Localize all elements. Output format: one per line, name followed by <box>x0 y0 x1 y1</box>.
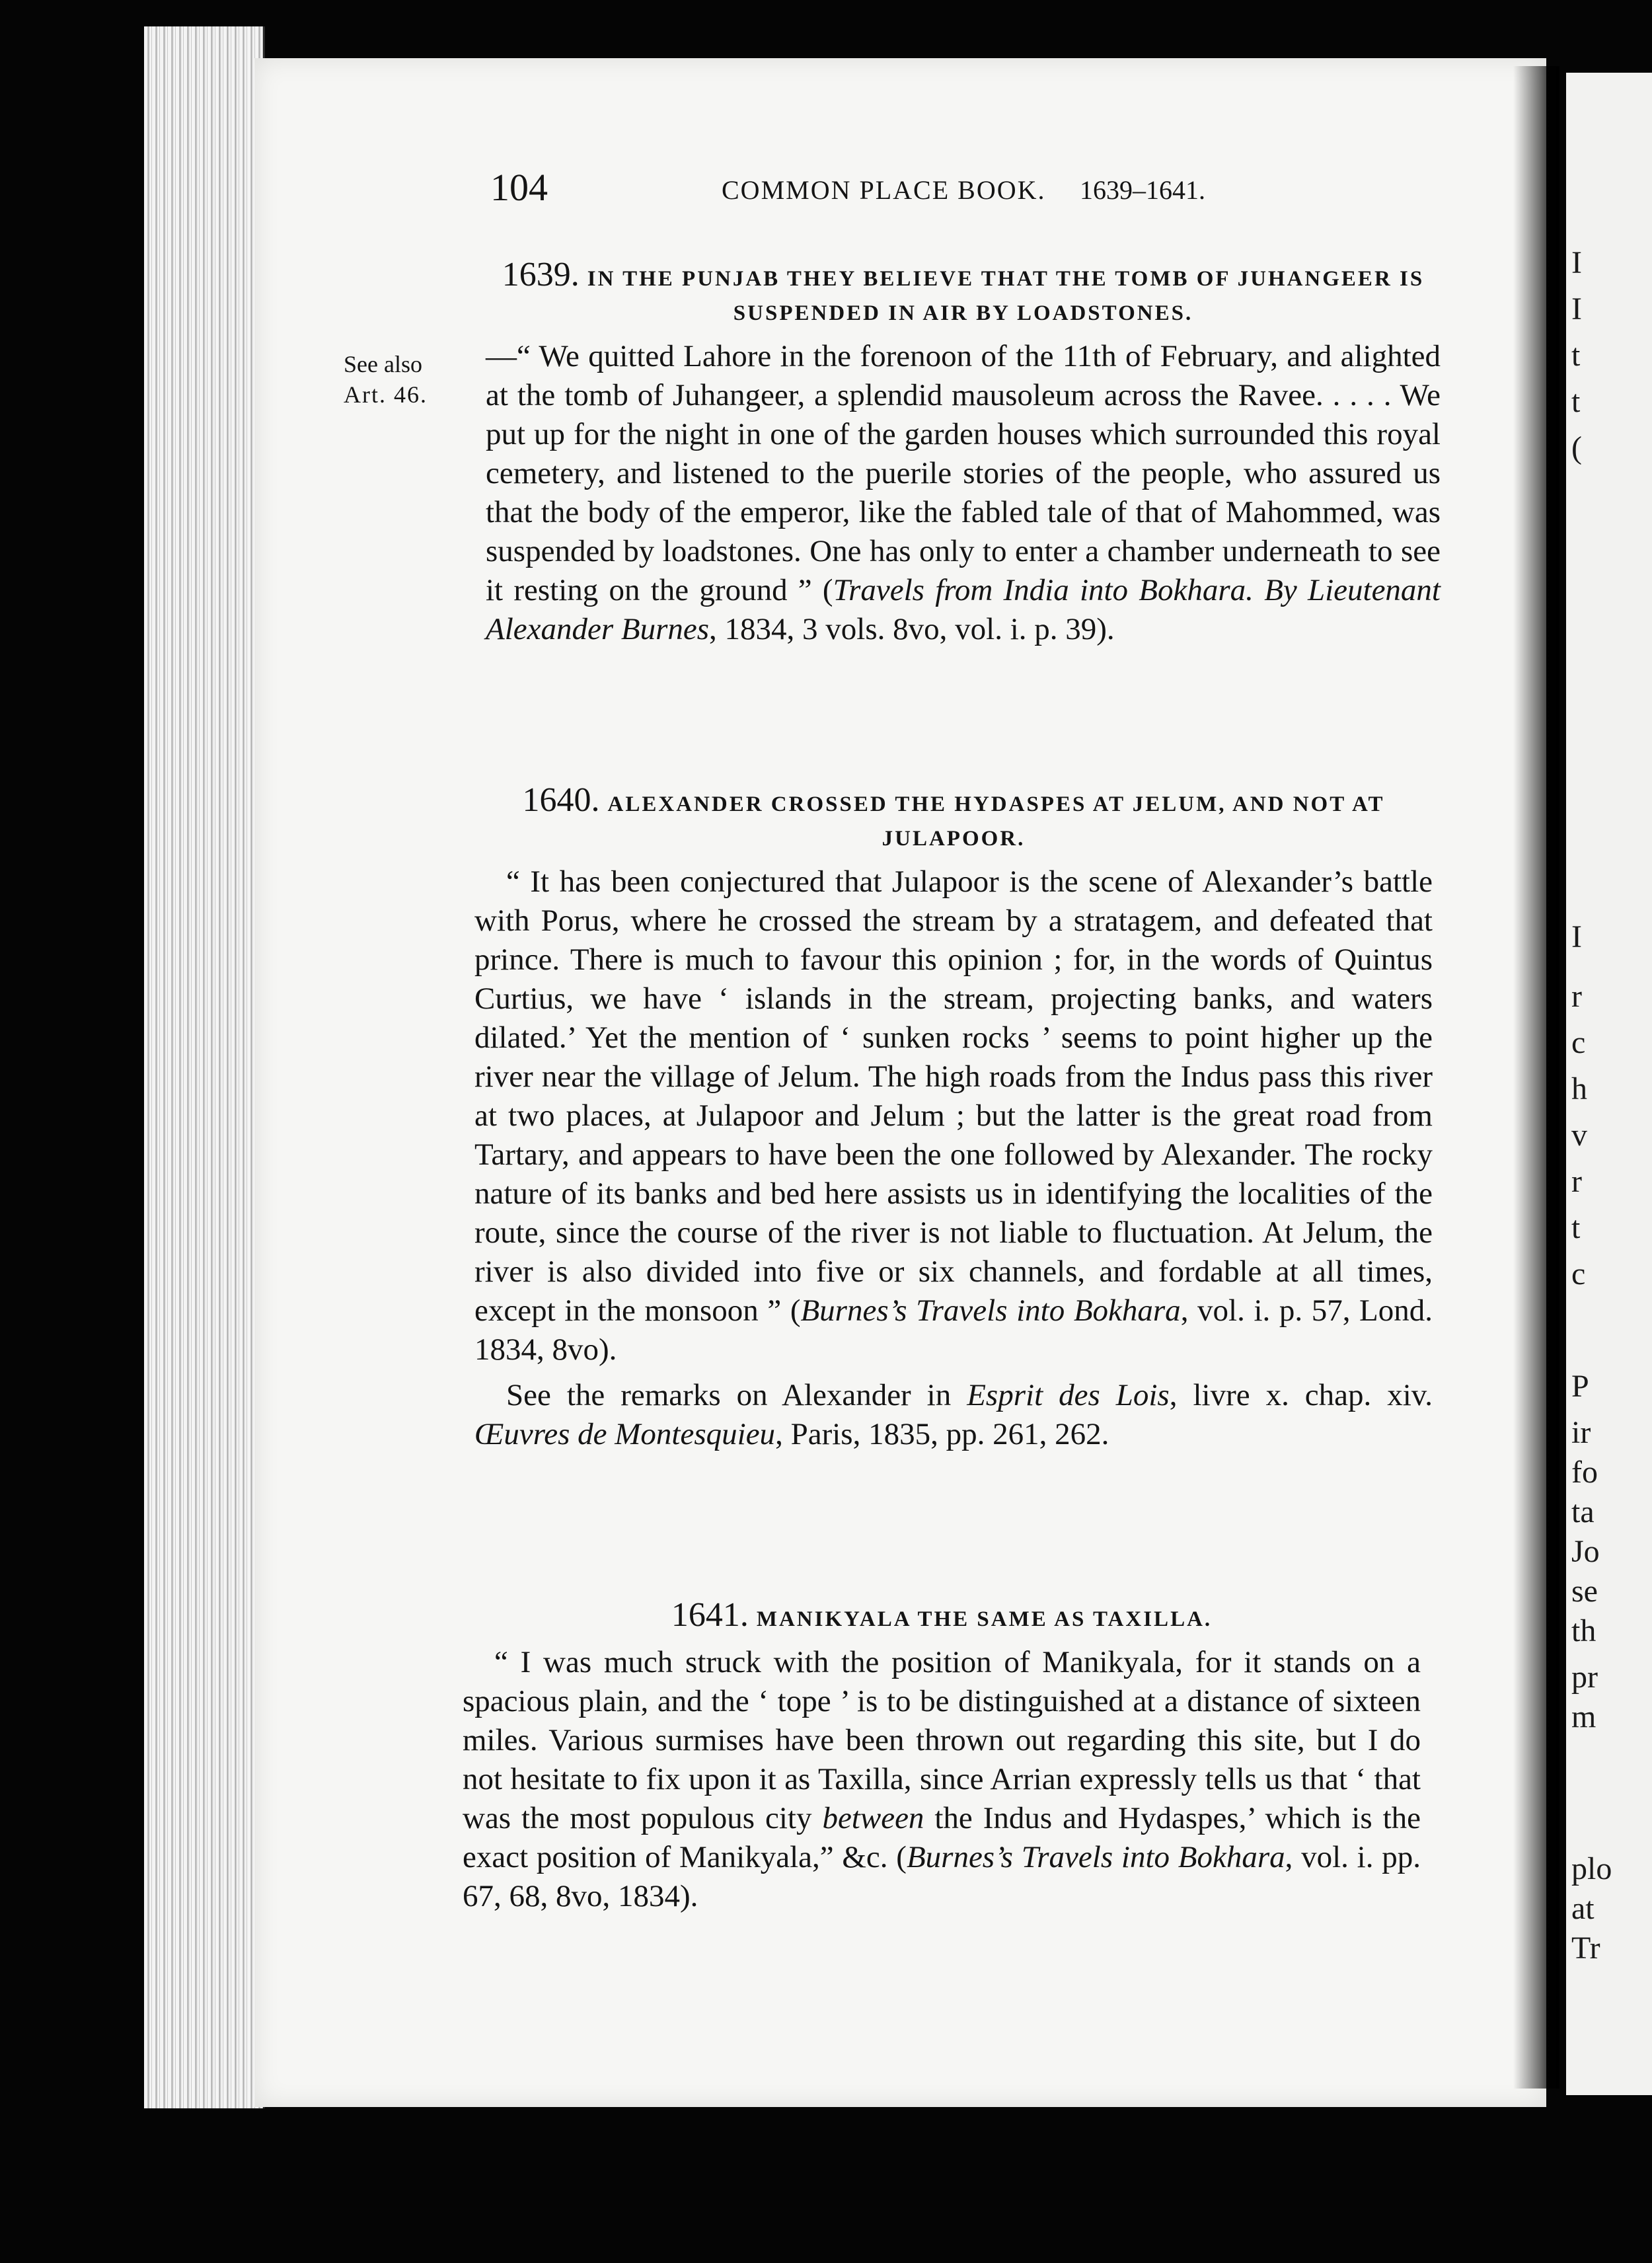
text-run: , 1834, 3 vols. 8vo, vol. i. p. 39). <box>709 612 1115 646</box>
facing-page-fragment: P <box>1571 1369 1589 1404</box>
running-head-title: COMMON PLACE BOOK. <box>722 175 1046 205</box>
entry-1640 <box>474 783 1433 1454</box>
margin-note <box>344 349 449 410</box>
entry-paragraph <box>474 863 1433 1369</box>
text-run-italic: between <box>822 1801 924 1835</box>
facing-page-fragment: t <box>1571 1210 1581 1245</box>
facing-page-fragment: t <box>1571 384 1581 419</box>
gutter-shadow <box>1513 66 1559 2089</box>
margin-note-line: See also <box>344 351 422 377</box>
entry-number: 1639. <box>502 256 580 293</box>
entry-number: 1640. <box>522 781 600 819</box>
facing-page-fragment: ( <box>1571 430 1582 465</box>
margin-note-line: Art. 46. <box>344 381 428 408</box>
entry-heading-text: ALEXANDER CROSSED THE HYDASPES AT JELUM, AND NOT AT JULAPOOR. <box>607 792 1385 851</box>
text-run: , Paris, 1835, pp. 261, 262. <box>775 1417 1109 1451</box>
page-number: 104 <box>490 166 548 209</box>
entry-1641 <box>463 1598 1421 1916</box>
text-run: “ It has been conjectured that Julapoor is the scene of Alexander’s battle with Porus, where he crossed the stream by a stratagem, and defeated that prince. There is much to favour this opinion ; for, in the words of Quintus Curtius, we have ‘ islands in the stream, projecting banks, and waters dilated.’ Yet the mention of ‘ sunken rocks ’ seems to point higher up the river near the village of Jelum. The high roads from the Indus pass this river at two places, at Julapoor and Jelum ; but the latter is the great road from Tartary, and appears to have been the one followed by Alexander. The rocky nature of its banks and bed here assists us in identifying the localities of the route, since the course of the river is not liable to fluctuation. At Jelum, the river is also divided into five or six channels, and fordable at all times, except in the monsoon ” ( <box>474 864 1433 1328</box>
facing-page-fragment: at <box>1571 1891 1595 1926</box>
facing-page-fragment: pr <box>1571 1660 1598 1695</box>
facing-page-fragment: I <box>1571 245 1582 280</box>
facing-page-fragment: plo <box>1571 1851 1612 1886</box>
text-run-italic: Œuvres de Montesquieu <box>474 1417 776 1451</box>
facing-page-fragment: c <box>1571 1025 1586 1060</box>
entry-paragraph <box>474 1376 1433 1454</box>
text-run: See the remarks on Alexander in <box>506 1378 967 1412</box>
facing-page-fragment: h <box>1571 1071 1587 1106</box>
entry-heading-text: MANIKYALA THE SAME AS TAXILLA. <box>756 1607 1213 1631</box>
facing-page-fragment: r <box>1571 979 1582 1014</box>
text-run-italic: Esprit des Lois <box>967 1378 1170 1412</box>
facing-page <box>1566 73 1652 2095</box>
facing-page-fragment: Tr <box>1571 1931 1600 1966</box>
entry-paragraph <box>486 337 1441 649</box>
text-run-italic: Travels from India into Bokhara. By Lieutenant Alexander Burnes <box>486 573 1441 646</box>
text-run: , livre x. chap. xiv. <box>1169 1378 1433 1412</box>
running-head-range: 1639–1641. <box>1080 175 1205 205</box>
entry-1639 <box>486 258 1441 649</box>
entry-paragraph <box>463 1643 1421 1916</box>
facing-page-fragment: t <box>1571 338 1581 373</box>
page-edges <box>144 26 265 2108</box>
facing-page-fragment: I <box>1571 291 1582 326</box>
text-run: , vol. i. pp. 67, 68, 8vo, 1834). <box>463 1840 1421 1913</box>
entry-heading <box>463 1598 1421 1636</box>
facing-page-fragment: Jo <box>1571 1534 1600 1569</box>
text-run: , vol. i. p. 57, Lond. 1834, 8vo). <box>474 1293 1433 1367</box>
text-run-italic: Burnes’s Travels into Bokhara <box>906 1840 1285 1874</box>
text-run: the Indus and Hydaspes,’ which is the exact position of Manikyala,” &c. ( <box>463 1801 1421 1874</box>
entry-number: 1641. <box>671 1596 749 1634</box>
facing-page-fragment: ta <box>1571 1494 1595 1529</box>
text-run: “ I was much struck with the position of Manikyala, for it stands on a spacious plain, and the ‘ tope ’ is to be distinguished at a distance of sixteen miles. Various surmises have been thrown out regarding this site, but I do not hesitate to fix upon it as Taxilla, since Arrian expressly tells us that ‘ that was the most populous city <box>463 1645 1421 1835</box>
text-run-italic: Burnes’s Travels into Bokhara <box>800 1293 1181 1328</box>
facing-page-fragment: m <box>1571 1699 1596 1734</box>
facing-page-fragment: I <box>1571 919 1582 954</box>
facing-page-fragment: fo <box>1571 1455 1598 1490</box>
entry-heading <box>486 258 1441 330</box>
entry-heading-text: IN THE PUNJAB THEY BELIEVE THAT THE TOMB OF JUHANGEER IS SUSPENDED IN AIR BY LOADSTONES. <box>587 267 1425 325</box>
facing-page-fragment: c <box>1571 1256 1586 1291</box>
facing-page-fragment: r <box>1571 1164 1582 1199</box>
facing-page-fragment: v <box>1571 1118 1587 1153</box>
facing-page-fragment: ir <box>1571 1415 1591 1450</box>
text-run: —“ We quitted Lahore in the forenoon of the 11th of February, and alighted at the tomb of Juhangeer, a splendid mausoleum across the Ravee. . . . . We put up for the night in one of the garden houses which surrounded this royal cemetery, and listened to the puerile stories of the people, who assured us that the body of the emperor, like the fabled tale of that of Mahommed, was suspended by loadstones. One has only to enter a chamber underneath to see it resting on the ground ” ( <box>486 339 1441 607</box>
running-head <box>490 165 1429 218</box>
facing-page-fragment: th <box>1571 1613 1596 1648</box>
facing-page-fragment: se <box>1571 1574 1598 1609</box>
entry-heading <box>474 783 1433 856</box>
